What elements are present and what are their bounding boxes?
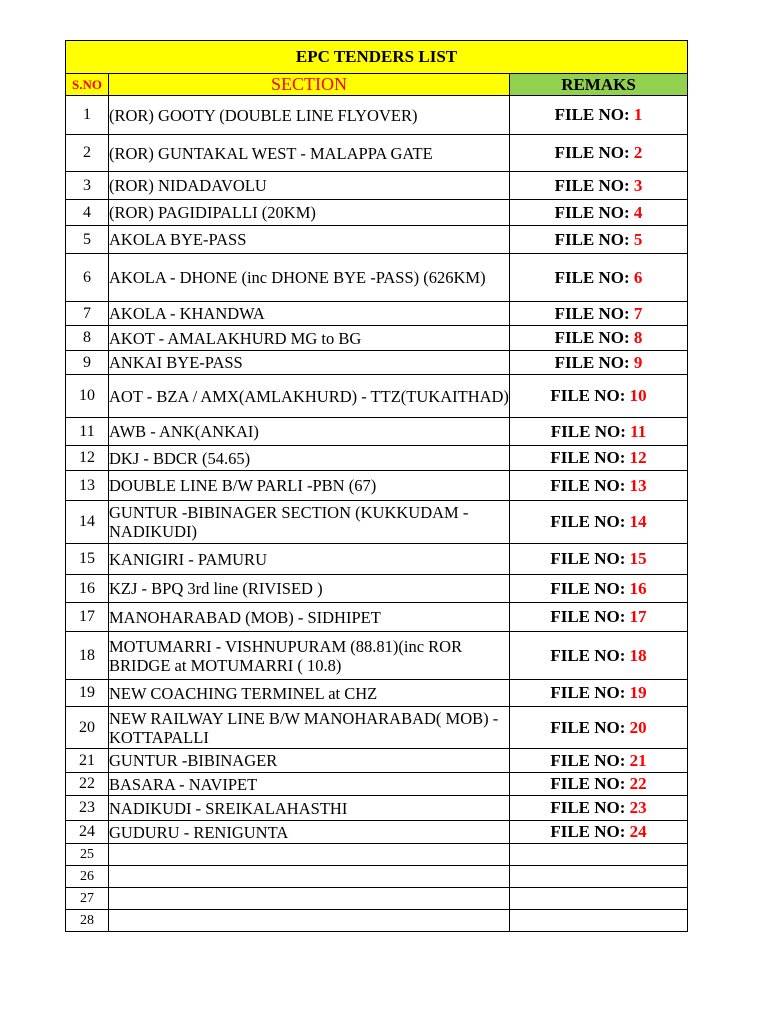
header-remarks[interactable]: REMAKS	[510, 74, 688, 96]
file-number: 24	[629, 822, 647, 841]
table-row	[66, 680, 688, 707]
file-label: FILE NO:	[550, 798, 626, 817]
cell-remarks[interactable]	[510, 96, 688, 135]
cell-sno[interactable]: 27	[66, 888, 109, 910]
cell-section[interactable]: AWB - ANK(ANKAI)	[109, 418, 510, 446]
cell-section[interactable]: KANIGIRI - PAMURU	[109, 544, 510, 575]
cell-section[interactable]: NEW RAILWAY LINE B/W MANOHARABAD( MOB) - KOTTAPALLI	[109, 707, 510, 749]
file-label: FILE NO:	[554, 143, 630, 162]
cell-remarks[interactable]	[510, 200, 688, 226]
cell-sno[interactable]: 4	[66, 200, 109, 226]
table-row	[66, 418, 688, 446]
cell-remarks[interactable]	[510, 135, 688, 172]
cell-remarks[interactable]	[510, 821, 688, 844]
cell-sno[interactable]: 2	[66, 135, 109, 172]
epc-tenders-table	[65, 40, 688, 932]
file-number: 2	[633, 143, 643, 162]
table-row	[66, 866, 688, 888]
cell-sno[interactable]: 3	[66, 172, 109, 200]
cell-sno[interactable]: 22	[66, 773, 109, 796]
file-label: FILE NO:	[550, 774, 626, 793]
cell-remarks[interactable]	[510, 544, 688, 575]
file-label: FILE NO:	[554, 352, 630, 372]
cell-sno[interactable]: 20	[66, 707, 109, 749]
table-row	[66, 844, 688, 866]
cell-section[interactable]	[109, 844, 510, 866]
sheet-title[interactable]: EPC TENDERS LIST	[66, 41, 688, 74]
cell-remarks[interactable]	[510, 888, 688, 910]
table-row	[66, 603, 688, 632]
file-label: FILE NO:	[550, 475, 626, 495]
file-number: 12	[629, 448, 647, 467]
file-number: 10	[629, 386, 647, 405]
cell-section[interactable]	[109, 910, 510, 932]
file-label: FILE NO:	[550, 750, 626, 770]
file-number: 20	[629, 717, 647, 737]
cell-remarks[interactable]	[510, 866, 688, 888]
cell-section[interactable]: (ROR) PAGIDIPALLI (20KM)	[109, 200, 510, 226]
cell-section[interactable]: AKOLA - DHONE (inc DHONE BYE -PASS) (626KM)	[109, 254, 510, 302]
file-label: FILE NO:	[550, 386, 626, 405]
table-row	[66, 632, 688, 680]
cell-remarks[interactable]	[510, 471, 688, 501]
cell-remarks[interactable]	[510, 632, 688, 680]
title-row	[66, 41, 688, 74]
table-row	[66, 96, 688, 135]
file-number: 15	[629, 549, 647, 568]
cell-remarks[interactable]	[510, 254, 688, 302]
cell-sno[interactable]: 13	[66, 471, 109, 501]
cell-section[interactable]: AKOLA - KHANDWA	[109, 302, 510, 326]
cell-section[interactable]: AKOLA BYE-PASS	[109, 226, 510, 254]
cell-sno[interactable]: 12	[66, 446, 109, 471]
cell-sno[interactable]: 16	[66, 575, 109, 603]
file-number: 3	[633, 175, 643, 195]
cell-section[interactable]: GUNTUR -BIBINAGER SECTION (KUKKUDAM - NADIKUDI)	[109, 501, 510, 544]
file-label: FILE NO:	[550, 421, 626, 441]
table-row	[66, 375, 688, 418]
table-row	[66, 135, 688, 172]
table-row	[66, 172, 688, 200]
cell-remarks[interactable]	[510, 707, 688, 749]
cell-remarks[interactable]	[510, 226, 688, 254]
table-row	[66, 446, 688, 471]
file-number: 5	[633, 229, 643, 249]
cell-sno[interactable]: 11	[66, 418, 109, 446]
cell-remarks[interactable]	[510, 844, 688, 866]
table-body	[66, 41, 688, 932]
table-row	[66, 501, 688, 544]
file-number: 21	[629, 750, 647, 770]
cell-remarks[interactable]	[510, 172, 688, 200]
cell-section[interactable]: MANOHARABAD (MOB) - SIDHIPET	[109, 603, 510, 632]
cell-remarks[interactable]	[510, 680, 688, 707]
cell-sno[interactable]: 15	[66, 544, 109, 575]
cell-section[interactable]: DOUBLE LINE B/W PARLI -PBN (67)	[109, 471, 510, 501]
cell-section[interactable]: DKJ - BDCR (54.65)	[109, 446, 510, 471]
table-row	[66, 326, 688, 351]
file-label: FILE NO:	[550, 683, 626, 702]
cell-sno[interactable]: 9	[66, 351, 109, 375]
file-label: FILE NO:	[550, 549, 626, 568]
file-label: FILE NO:	[554, 105, 630, 124]
table-row	[66, 749, 688, 773]
file-label: FILE NO:	[554, 175, 630, 195]
file-number: 1	[633, 105, 643, 124]
header-section[interactable]: SECTION	[109, 74, 510, 96]
cell-remarks[interactable]	[510, 375, 688, 418]
cell-section[interactable]: (ROR) NIDADAVOLU	[109, 172, 510, 200]
cell-sno[interactable]: 18	[66, 632, 109, 680]
cell-sno[interactable]: 21	[66, 749, 109, 773]
header-sno[interactable]: S.NO	[66, 74, 109, 96]
table-row	[66, 888, 688, 910]
table-row	[66, 544, 688, 575]
file-label: FILE NO:	[550, 448, 626, 467]
cell-sno[interactable]: 1	[66, 96, 109, 135]
table-row	[66, 796, 688, 821]
cell-remarks[interactable]	[510, 501, 688, 544]
cell-remarks[interactable]	[510, 302, 688, 326]
file-label: FILE NO:	[550, 578, 626, 598]
cell-sno[interactable]: 10	[66, 375, 109, 418]
cell-section[interactable]: ANKAI BYE-PASS	[109, 351, 510, 375]
cell-sno[interactable]: 5	[66, 226, 109, 254]
file-number: 11	[630, 421, 647, 441]
cell-remarks[interactable]	[510, 603, 688, 632]
file-label: FILE NO:	[550, 717, 626, 737]
file-number: 23	[629, 798, 647, 817]
file-number: 13	[629, 475, 647, 495]
file-label: FILE NO:	[554, 328, 630, 347]
table-row	[66, 821, 688, 844]
cell-remarks[interactable]	[510, 575, 688, 603]
cell-sno[interactable]: 8	[66, 326, 109, 351]
cell-sno[interactable]: 23	[66, 796, 109, 821]
cell-section[interactable]: KZJ - BPQ 3rd line (RIVISED )	[109, 575, 510, 603]
cell-section[interactable]: (ROR) GOOTY (DOUBLE LINE FLYOVER)	[109, 96, 510, 135]
table-row	[66, 226, 688, 254]
cell-section[interactable]: GUNTUR -BIBINAGER	[109, 749, 510, 773]
cell-section[interactable]: NEW COACHING TERMINEL at CHZ	[109, 680, 510, 707]
cell-remarks[interactable]	[510, 796, 688, 821]
table-row	[66, 302, 688, 326]
table-row	[66, 254, 688, 302]
cell-remarks[interactable]	[510, 749, 688, 773]
table-row	[66, 575, 688, 603]
file-number: 6	[633, 267, 643, 287]
cell-section[interactable]	[109, 866, 510, 888]
file-number: 18	[629, 645, 647, 665]
table-row	[66, 351, 688, 375]
file-number: 19	[629, 683, 647, 702]
cell-remarks[interactable]	[510, 326, 688, 351]
file-label: FILE NO:	[550, 822, 626, 841]
file-number: 14	[629, 512, 647, 531]
cell-sno[interactable]: 26	[66, 866, 109, 888]
cell-sno[interactable]: 19	[66, 680, 109, 707]
table-row	[66, 910, 688, 932]
file-number: 7	[633, 303, 643, 323]
cell-remarks[interactable]	[510, 418, 688, 446]
cell-section[interactable]	[109, 888, 510, 910]
cell-sno[interactable]: 14	[66, 501, 109, 544]
cell-sno[interactable]: 17	[66, 603, 109, 632]
cell-section[interactable]: AKOT - AMALAKHURD MG to BG	[109, 326, 510, 351]
cell-sno[interactable]: 24	[66, 821, 109, 844]
file-label: FILE NO:	[550, 645, 626, 665]
cell-section[interactable]: MOTUMARRI - VISHNUPURAM (88.81)(inc ROR BRIDGE at MOTUMARRI ( 10.8)	[109, 632, 510, 680]
cell-sno[interactable]: 6	[66, 254, 109, 302]
cell-section[interactable]: (ROR) GUNTAKAL WEST - MALAPPA GATE	[109, 135, 510, 172]
cell-remarks[interactable]	[510, 910, 688, 932]
cell-section[interactable]: NADIKUDI - SREIKALAHASTHI	[109, 796, 510, 821]
cell-section[interactable]: AOT - BZA / AMX(AMLAKHURD) - TTZ(TUKAITHAD)	[109, 375, 510, 418]
cell-remarks[interactable]	[510, 773, 688, 796]
file-number: 22	[629, 774, 647, 793]
file-label: FILE NO:	[550, 512, 626, 531]
file-label: FILE NO:	[554, 229, 630, 249]
table-row	[66, 200, 688, 226]
table-row	[66, 773, 688, 796]
header-row	[66, 74, 688, 96]
cell-remarks[interactable]	[510, 446, 688, 471]
file-number: 8	[633, 328, 643, 347]
file-label: FILE NO:	[550, 607, 626, 626]
cell-remarks[interactable]	[510, 351, 688, 375]
file-number: 16	[629, 578, 647, 598]
cell-sno[interactable]: 7	[66, 302, 109, 326]
table-row	[66, 707, 688, 749]
cell-section[interactable]: BASARA - NAVIPET	[109, 773, 510, 796]
cell-section[interactable]: GUDURU - RENIGUNTA	[109, 821, 510, 844]
cell-sno[interactable]: 25	[66, 844, 109, 866]
file-label: FILE NO:	[554, 202, 630, 222]
file-number: 9	[633, 352, 643, 372]
file-number: 4	[633, 202, 643, 222]
file-label: FILE NO:	[554, 267, 630, 287]
file-number: 17	[629, 607, 647, 626]
table-row	[66, 471, 688, 501]
cell-sno[interactable]: 28	[66, 910, 109, 932]
file-label: FILE NO:	[554, 303, 630, 323]
